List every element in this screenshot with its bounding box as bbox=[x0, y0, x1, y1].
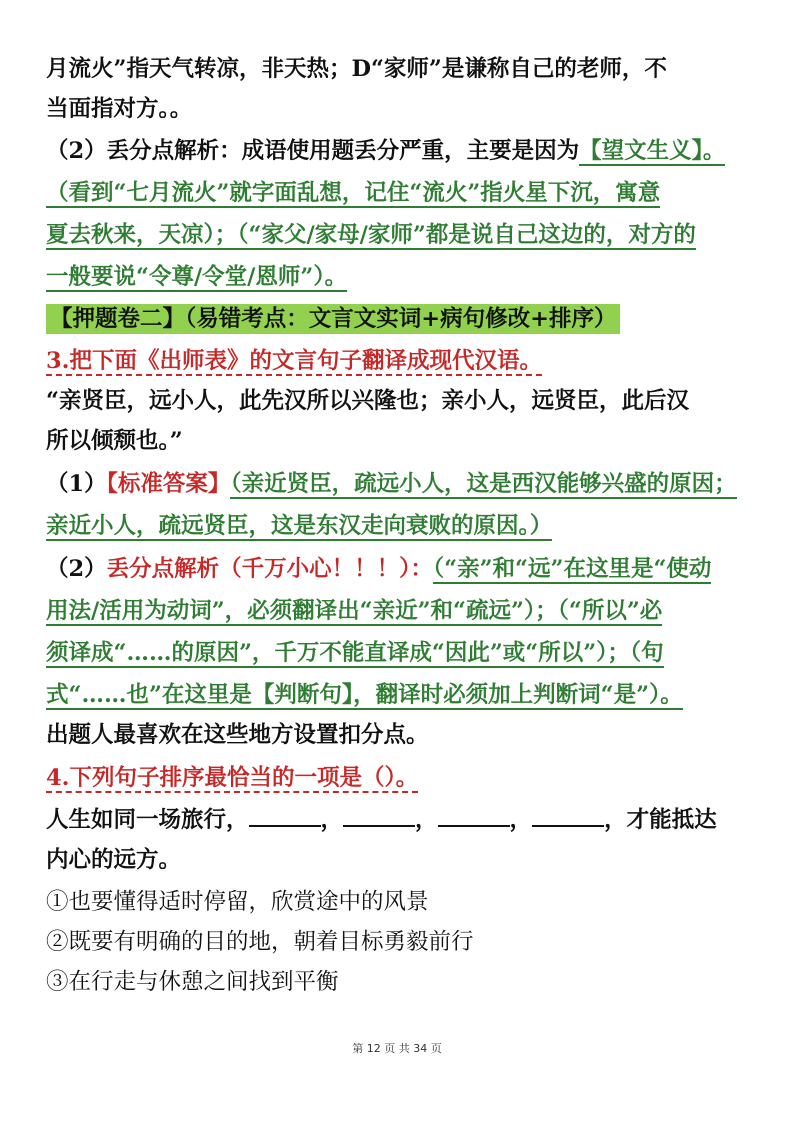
analysis-2-line bbox=[46, 633, 750, 673]
analysis-2-number: （2） bbox=[46, 556, 107, 582]
text-line-1: 月流火”指天气转凉，非天热；D“家师”是谦称自己的老师，不 bbox=[46, 56, 667, 82]
key-term-wangwenshengyi: 【望文生义】。 bbox=[579, 138, 726, 164]
paragraph-line bbox=[46, 49, 750, 89]
text-line-2: 当面指对方。。 bbox=[46, 96, 193, 122]
analysis-2-text-4: 式“……也”在这里是【判断句】，翻译时必须加上判断词“是”）。 bbox=[46, 682, 683, 708]
option-item bbox=[46, 962, 750, 1002]
option-1: ①也要懂得适时停留，欣赏途中的风景 bbox=[46, 889, 429, 915]
quote-text-2: 所以倾颓也。” bbox=[46, 428, 183, 454]
quote-line bbox=[46, 421, 750, 461]
question-4-stem bbox=[46, 840, 750, 880]
analysis-2-line bbox=[46, 591, 750, 631]
option-2: ②既要有明确的目的地，朝着目标勇毅前行 bbox=[46, 929, 474, 955]
answer-text-1: （亲近贤臣，疏远小人，这是西汉能够兴盛的原因； bbox=[230, 471, 737, 497]
comma-2: ， bbox=[415, 807, 438, 833]
answer-blank-1[interactable] bbox=[249, 803, 321, 827]
analysis-2-text-1: （“亲”和“远”在这里是“使动 bbox=[432, 556, 712, 582]
analysis-label: （2）丢分点解析：成语使用题丢分严重，主要是因为 bbox=[46, 138, 580, 164]
stem-text: 人生如同一场旅行， bbox=[46, 807, 249, 833]
stem-text-2: 内心的远方。 bbox=[46, 847, 182, 873]
page-footer: 第 12 页 共 34 页 bbox=[352, 1042, 442, 1055]
analysis-note-3: 一般要说“令尊/令堂/恩师”）。 bbox=[46, 264, 348, 290]
analysis-2-text-2: 用法/活用为动词”，必须翻译出“亲近”和“疏远”）；（“所以”必 bbox=[46, 598, 663, 624]
answer-number: （1） bbox=[46, 471, 107, 497]
analysis-2-label: 丢分点解析（千万小心！！！）： bbox=[106, 556, 433, 582]
question-4 bbox=[46, 758, 750, 798]
examiner-note: 出题人最喜欢在这些地方设置扣分点。 bbox=[46, 722, 429, 748]
analysis-note-2: 夏去秋来，天凉）；（“家父/家母/家师”都是说自己这边的，对方的 bbox=[46, 222, 696, 248]
paragraph-line bbox=[46, 89, 750, 129]
paragraph-line bbox=[46, 715, 750, 755]
option-item bbox=[46, 882, 750, 922]
standard-answer-label: 【标准答案】 bbox=[106, 471, 231, 497]
question-3 bbox=[46, 341, 750, 381]
quote-line bbox=[46, 381, 750, 421]
answer-text-2: 亲近小人，疏远贤臣，这是东汉走向衰败的原因。） bbox=[46, 513, 553, 539]
analysis-green-line bbox=[46, 173, 750, 213]
question-3-title: 3.把下面《出师表》的文言句子翻译成现代汉语。 bbox=[46, 348, 542, 374]
answer-blank-2[interactable] bbox=[343, 803, 415, 827]
quote-text-1: “亲贤臣，远小人，此先汉所以兴隆也；亲小人，远贤臣，此后汉 bbox=[46, 388, 689, 414]
section-heading bbox=[46, 299, 750, 339]
answer-line bbox=[46, 506, 750, 546]
analysis-2-line bbox=[46, 549, 750, 589]
answer-blank-3[interactable] bbox=[438, 803, 510, 827]
option-3: ③在行走与休憩之间找到平衡 bbox=[46, 969, 339, 995]
comma-1: ， bbox=[320, 807, 344, 833]
comma-3: ， bbox=[509, 807, 533, 833]
stem-end: ，才能抵达 bbox=[604, 807, 717, 833]
analysis-2-text-3: 须译成“……的原因”，千万不能直译成“因此”或“所以”）；（句 bbox=[46, 640, 664, 666]
question-4-title: 4.下列句子排序最恰当的一项是（）。 bbox=[46, 765, 419, 791]
analysis-note-1: （看到“七月流火”就字面乱想，记住“流火”指火星下沉，寓意 bbox=[46, 180, 661, 206]
answer-blank-4[interactable] bbox=[532, 803, 604, 827]
analysis-line bbox=[46, 131, 750, 171]
analysis-2-line bbox=[46, 675, 750, 715]
analysis-green-line bbox=[46, 215, 750, 255]
question-4-stem bbox=[46, 800, 750, 840]
option-item bbox=[46, 922, 750, 962]
analysis-green-line bbox=[46, 257, 750, 297]
section-title-yatijuan: 【押题卷二】（易错考点：文言文实词+病句修改+排序） bbox=[46, 304, 620, 334]
answer-line bbox=[46, 464, 750, 504]
